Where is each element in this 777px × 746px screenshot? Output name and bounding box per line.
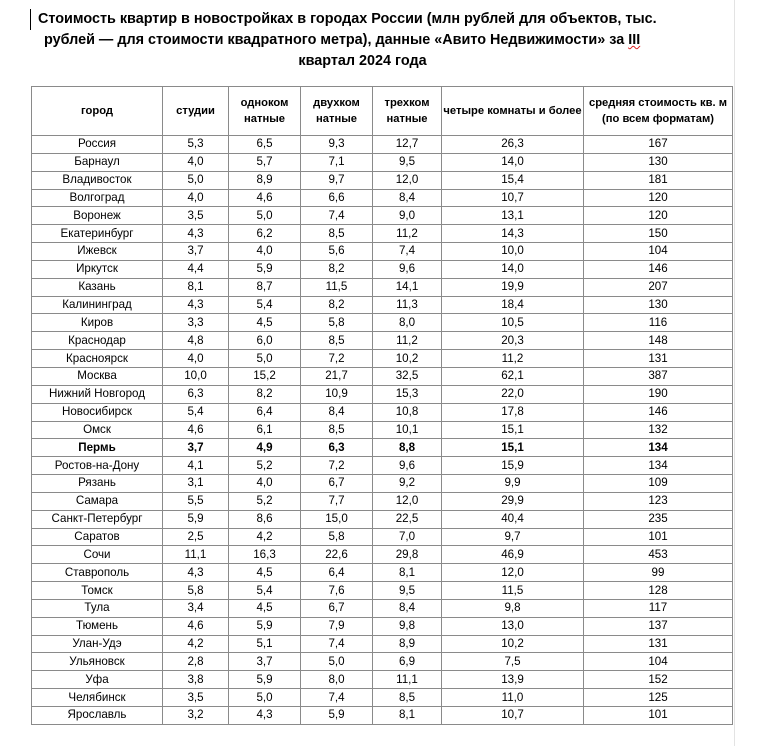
two-room-cell: 5,6 xyxy=(301,243,373,261)
avg-sqm-cell: 116 xyxy=(584,314,733,332)
two-room-cell: 7,1 xyxy=(301,153,373,171)
city-cell: Уфа xyxy=(32,671,163,689)
four-plus-cell: 15,1 xyxy=(442,439,584,457)
three-room-cell: 8,4 xyxy=(373,189,442,207)
city-cell: Нижний Новгород xyxy=(32,385,163,403)
city-cell: Калининград xyxy=(32,296,163,314)
three-room-cell: 8,9 xyxy=(373,635,442,653)
table-row xyxy=(32,475,733,493)
table-row xyxy=(32,260,733,278)
avg-sqm-cell: 130 xyxy=(584,296,733,314)
table-row xyxy=(32,403,733,421)
city-cell: Тула xyxy=(32,599,163,617)
one-room-cell: 4,2 xyxy=(229,528,301,546)
one-room-cell: 4,5 xyxy=(229,564,301,582)
one-room-cell: 5,7 xyxy=(229,153,301,171)
studio-cell: 5,0 xyxy=(163,171,229,189)
city-cell: Новосибирск xyxy=(32,403,163,421)
table-row xyxy=(32,421,733,439)
studio-cell: 5,4 xyxy=(163,403,229,421)
two-room-cell: 7,2 xyxy=(301,350,373,368)
one-room-cell: 15,2 xyxy=(229,367,301,385)
four-plus-cell: 9,9 xyxy=(442,475,584,493)
avg-sqm-cell: 120 xyxy=(584,189,733,207)
three-room-cell: 8,8 xyxy=(373,439,442,457)
title-line-1: Стоимость квартир в новостройках в городах России (млн рублей для объектов, тыс. xyxy=(30,9,735,30)
three-room-cell: 12,7 xyxy=(373,136,442,154)
avg-sqm-cell: 181 xyxy=(584,171,733,189)
two-room-cell: 8,0 xyxy=(301,671,373,689)
one-room-cell: 5,4 xyxy=(229,296,301,314)
avg-sqm-cell: 150 xyxy=(584,225,733,243)
two-room-cell: 22,6 xyxy=(301,546,373,564)
one-room-cell: 4,0 xyxy=(229,475,301,493)
two-room-cell: 5,8 xyxy=(301,314,373,332)
city-cell: Ставрополь xyxy=(32,564,163,582)
two-room-cell: 6,3 xyxy=(301,439,373,457)
studio-cell: 11,1 xyxy=(163,546,229,564)
title-line-3: квартал 2024 года xyxy=(298,53,427,69)
city-cell: Самара xyxy=(32,492,163,510)
three-room-cell: 8,0 xyxy=(373,314,442,332)
city-cell: Екатеринбург xyxy=(32,225,163,243)
two-room-cell: 5,8 xyxy=(301,528,373,546)
two-room-cell: 6,7 xyxy=(301,475,373,493)
four-plus-cell: 17,8 xyxy=(442,403,584,421)
table-row xyxy=(32,635,733,653)
four-plus-cell: 13,0 xyxy=(442,617,584,635)
one-room-cell: 5,4 xyxy=(229,582,301,600)
four-plus-cell: 10,7 xyxy=(442,189,584,207)
avg-sqm-cell: 109 xyxy=(584,475,733,493)
three-room-cell: 9,6 xyxy=(373,260,442,278)
one-room-cell: 5,1 xyxy=(229,635,301,653)
three-room-cell: 12,0 xyxy=(373,171,442,189)
two-room-cell: 7,4 xyxy=(301,635,373,653)
city-cell: Казань xyxy=(32,278,163,296)
four-plus-cell: 40,4 xyxy=(442,510,584,528)
avg-sqm-cell: 134 xyxy=(584,439,733,457)
one-room-cell: 8,9 xyxy=(229,171,301,189)
two-room-cell: 8,4 xyxy=(301,403,373,421)
header-four-plus: четыре комнаты и более xyxy=(442,87,584,136)
three-room-cell: 9,5 xyxy=(373,153,442,171)
studio-cell: 4,3 xyxy=(163,225,229,243)
one-room-cell: 4,9 xyxy=(229,439,301,457)
studio-cell: 4,3 xyxy=(163,296,229,314)
four-plus-cell: 18,4 xyxy=(442,296,584,314)
two-room-cell: 8,2 xyxy=(301,260,373,278)
studio-cell: 4,6 xyxy=(163,617,229,635)
city-cell: Саратов xyxy=(32,528,163,546)
city-cell: Ульяновск xyxy=(32,653,163,671)
table-row xyxy=(32,439,733,457)
four-plus-cell: 46,9 xyxy=(442,546,584,564)
three-room-cell: 32,5 xyxy=(373,367,442,385)
studio-cell: 6,3 xyxy=(163,385,229,403)
two-room-cell: 8,5 xyxy=(301,421,373,439)
three-room-cell: 9,2 xyxy=(373,475,442,493)
one-room-cell: 6,1 xyxy=(229,421,301,439)
four-plus-cell: 14,0 xyxy=(442,260,584,278)
avg-sqm-cell: 235 xyxy=(584,510,733,528)
city-cell: Рязань xyxy=(32,475,163,493)
avg-sqm-cell: 120 xyxy=(584,207,733,225)
table-row xyxy=(32,528,733,546)
avg-sqm-cell: 101 xyxy=(584,707,733,725)
studio-cell: 4,8 xyxy=(163,332,229,350)
header-one-room: одноком натные xyxy=(229,87,301,136)
header-two-room: двухком натные xyxy=(301,87,373,136)
three-room-cell: 9,8 xyxy=(373,617,442,635)
avg-sqm-cell: 132 xyxy=(584,421,733,439)
table-row xyxy=(32,599,733,617)
two-room-cell: 21,7 xyxy=(301,367,373,385)
studio-cell: 8,1 xyxy=(163,278,229,296)
city-cell: Барнаул xyxy=(32,153,163,171)
four-plus-cell: 15,1 xyxy=(442,421,584,439)
city-cell: Россия xyxy=(32,136,163,154)
four-plus-cell: 10,0 xyxy=(442,243,584,261)
table-row xyxy=(32,564,733,582)
four-plus-cell: 13,9 xyxy=(442,671,584,689)
table-row xyxy=(32,153,733,171)
studio-cell: 3,1 xyxy=(163,475,229,493)
avg-sqm-cell: 101 xyxy=(584,528,733,546)
one-room-cell: 8,2 xyxy=(229,385,301,403)
avg-sqm-cell: 123 xyxy=(584,492,733,510)
city-cell: Омск xyxy=(32,421,163,439)
table-row xyxy=(32,457,733,475)
studio-cell: 4,3 xyxy=(163,564,229,582)
table-row xyxy=(32,350,733,368)
two-room-cell: 6,4 xyxy=(301,564,373,582)
avg-sqm-cell: 146 xyxy=(584,403,733,421)
avg-sqm-cell: 152 xyxy=(584,671,733,689)
table-row xyxy=(32,492,733,510)
four-plus-cell: 15,4 xyxy=(442,171,584,189)
one-room-cell: 3,7 xyxy=(229,653,301,671)
four-plus-cell: 14,3 xyxy=(442,225,584,243)
three-room-cell: 29,8 xyxy=(373,546,442,564)
studio-cell: 4,0 xyxy=(163,153,229,171)
one-room-cell: 6,4 xyxy=(229,403,301,421)
city-cell: Челябинск xyxy=(32,689,163,707)
one-room-cell: 8,7 xyxy=(229,278,301,296)
avg-sqm-cell: 167 xyxy=(584,136,733,154)
two-room-cell: 7,4 xyxy=(301,689,373,707)
three-room-cell: 11,2 xyxy=(373,332,442,350)
avg-sqm-cell: 148 xyxy=(584,332,733,350)
three-room-cell: 6,9 xyxy=(373,653,442,671)
city-cell: Тюмень xyxy=(32,617,163,635)
three-room-cell: 11,1 xyxy=(373,671,442,689)
table-row xyxy=(32,707,733,725)
city-cell: Ижевск xyxy=(32,243,163,261)
four-plus-cell: 11,0 xyxy=(442,689,584,707)
one-room-cell: 8,6 xyxy=(229,510,301,528)
studio-cell: 3,7 xyxy=(163,243,229,261)
city-cell: Воронеж xyxy=(32,207,163,225)
one-room-cell: 5,2 xyxy=(229,457,301,475)
header-three-room: трехком натные xyxy=(373,87,442,136)
title-spellcheck-word: III xyxy=(628,32,641,48)
city-cell: Краснодар xyxy=(32,332,163,350)
studio-cell: 2,8 xyxy=(163,653,229,671)
table-row xyxy=(32,546,733,564)
three-room-cell: 11,3 xyxy=(373,296,442,314)
four-plus-cell: 26,3 xyxy=(442,136,584,154)
studio-cell: 4,0 xyxy=(163,189,229,207)
studio-cell: 4,1 xyxy=(163,457,229,475)
table-row xyxy=(32,367,733,385)
one-room-cell: 6,5 xyxy=(229,136,301,154)
avg-sqm-cell: 125 xyxy=(584,689,733,707)
one-room-cell: 5,0 xyxy=(229,207,301,225)
studio-cell: 5,5 xyxy=(163,492,229,510)
studio-cell: 3,3 xyxy=(163,314,229,332)
two-room-cell: 8,5 xyxy=(301,225,373,243)
three-room-cell: 9,0 xyxy=(373,207,442,225)
page-edge-divider xyxy=(734,0,735,746)
avg-sqm-cell: 117 xyxy=(584,599,733,617)
price-table xyxy=(31,86,733,725)
table-row xyxy=(32,243,733,261)
avg-sqm-cell: 104 xyxy=(584,243,733,261)
three-room-cell: 10,8 xyxy=(373,403,442,421)
one-room-cell: 5,9 xyxy=(229,260,301,278)
three-room-cell: 8,5 xyxy=(373,689,442,707)
city-cell: Томск xyxy=(32,582,163,600)
city-cell: Красноярск xyxy=(32,350,163,368)
one-room-cell: 5,0 xyxy=(229,689,301,707)
header-studio: студии xyxy=(163,87,229,136)
three-room-cell: 10,1 xyxy=(373,421,442,439)
avg-sqm-cell: 131 xyxy=(584,635,733,653)
studio-cell: 3,7 xyxy=(163,439,229,457)
avg-sqm-cell: 387 xyxy=(584,367,733,385)
city-cell: Санкт-Петербург xyxy=(32,510,163,528)
four-plus-cell: 10,7 xyxy=(442,707,584,725)
table-body xyxy=(32,136,733,725)
one-room-cell: 5,2 xyxy=(229,492,301,510)
two-room-cell: 11,5 xyxy=(301,278,373,296)
four-plus-cell: 29,9 xyxy=(442,492,584,510)
four-plus-cell: 11,2 xyxy=(442,350,584,368)
four-plus-cell: 19,9 xyxy=(442,278,584,296)
city-cell: Иркутск xyxy=(32,260,163,278)
studio-cell: 5,3 xyxy=(163,136,229,154)
city-cell: Киров xyxy=(32,314,163,332)
header-avg-sqm: средняя стоимость кв. м (по всем форматам) xyxy=(584,87,733,136)
avg-sqm-cell: 131 xyxy=(584,350,733,368)
table-row xyxy=(32,689,733,707)
three-room-cell: 10,2 xyxy=(373,350,442,368)
two-room-cell: 5,9 xyxy=(301,707,373,725)
city-cell: Сочи xyxy=(32,546,163,564)
one-room-cell: 16,3 xyxy=(229,546,301,564)
one-room-cell: 4,3 xyxy=(229,707,301,725)
studio-cell: 10,0 xyxy=(163,367,229,385)
studio-cell: 4,2 xyxy=(163,635,229,653)
table-row xyxy=(32,225,733,243)
table-row xyxy=(32,510,733,528)
two-room-cell: 8,2 xyxy=(301,296,373,314)
table-row xyxy=(32,617,733,635)
three-room-cell: 22,5 xyxy=(373,510,442,528)
one-room-cell: 4,0 xyxy=(229,243,301,261)
two-room-cell: 7,9 xyxy=(301,617,373,635)
city-cell: Владивосток xyxy=(32,171,163,189)
two-room-cell: 7,7 xyxy=(301,492,373,510)
four-plus-cell: 15,9 xyxy=(442,457,584,475)
one-room-cell: 4,5 xyxy=(229,599,301,617)
table-row xyxy=(32,296,733,314)
two-room-cell: 6,7 xyxy=(301,599,373,617)
title-line-2 xyxy=(30,30,735,51)
table-row xyxy=(32,189,733,207)
four-plus-cell: 9,8 xyxy=(442,599,584,617)
one-room-cell: 5,9 xyxy=(229,671,301,689)
studio-cell: 3,2 xyxy=(163,707,229,725)
four-plus-cell: 9,7 xyxy=(442,528,584,546)
two-room-cell: 9,7 xyxy=(301,171,373,189)
three-room-cell: 12,0 xyxy=(373,492,442,510)
one-room-cell: 5,9 xyxy=(229,617,301,635)
one-room-cell: 4,6 xyxy=(229,189,301,207)
studio-cell: 3,5 xyxy=(163,689,229,707)
four-plus-cell: 14,0 xyxy=(442,153,584,171)
three-room-cell: 8,1 xyxy=(373,564,442,582)
four-plus-cell: 20,3 xyxy=(442,332,584,350)
avg-sqm-cell: 137 xyxy=(584,617,733,635)
three-room-cell: 11,2 xyxy=(373,225,442,243)
four-plus-cell: 22,0 xyxy=(442,385,584,403)
two-room-cell: 7,6 xyxy=(301,582,373,600)
table-row xyxy=(32,171,733,189)
city-cell: Ростов-на-Дону xyxy=(32,457,163,475)
two-room-cell: 15,0 xyxy=(301,510,373,528)
city-cell: Волгоград xyxy=(32,189,163,207)
table-row xyxy=(32,332,733,350)
three-room-cell: 8,1 xyxy=(373,707,442,725)
four-plus-cell: 7,5 xyxy=(442,653,584,671)
studio-cell: 3,4 xyxy=(163,599,229,617)
two-room-cell: 5,0 xyxy=(301,653,373,671)
city-cell: Улан-Удэ xyxy=(32,635,163,653)
studio-cell: 3,8 xyxy=(163,671,229,689)
studio-cell: 5,8 xyxy=(163,582,229,600)
city-cell: Ярославль xyxy=(32,707,163,725)
studio-cell: 4,4 xyxy=(163,260,229,278)
two-room-cell: 7,4 xyxy=(301,207,373,225)
studio-cell: 4,6 xyxy=(163,421,229,439)
four-plus-cell: 13,1 xyxy=(442,207,584,225)
table-row xyxy=(32,278,733,296)
studio-cell: 3,5 xyxy=(163,207,229,225)
studio-cell: 4,0 xyxy=(163,350,229,368)
avg-sqm-cell: 128 xyxy=(584,582,733,600)
avg-sqm-cell: 453 xyxy=(584,546,733,564)
header-city: город xyxy=(32,87,163,136)
two-room-cell: 7,2 xyxy=(301,457,373,475)
avg-sqm-cell: 146 xyxy=(584,260,733,278)
table-row xyxy=(32,207,733,225)
one-room-cell: 6,2 xyxy=(229,225,301,243)
title-line-2-text: рублей — для стоимости квадратного метра), данные «Авито Недвижимости» за xyxy=(44,32,629,48)
three-room-cell: 8,4 xyxy=(373,599,442,617)
avg-sqm-cell: 207 xyxy=(584,278,733,296)
one-room-cell: 4,5 xyxy=(229,314,301,332)
avg-sqm-cell: 104 xyxy=(584,653,733,671)
avg-sqm-cell: 130 xyxy=(584,153,733,171)
four-plus-cell: 62,1 xyxy=(442,367,584,385)
two-room-cell: 8,5 xyxy=(301,332,373,350)
table-row xyxy=(32,671,733,689)
three-room-cell: 7,4 xyxy=(373,243,442,261)
four-plus-cell: 12,0 xyxy=(442,564,584,582)
city-cell: Москва xyxy=(32,367,163,385)
four-plus-cell: 11,5 xyxy=(442,582,584,600)
document-title xyxy=(30,9,735,72)
table-row xyxy=(32,385,733,403)
three-room-cell: 9,6 xyxy=(373,457,442,475)
two-room-cell: 6,6 xyxy=(301,189,373,207)
table-row xyxy=(32,653,733,671)
three-room-cell: 15,3 xyxy=(373,385,442,403)
avg-sqm-cell: 134 xyxy=(584,457,733,475)
avg-sqm-cell: 99 xyxy=(584,564,733,582)
four-plus-cell: 10,2 xyxy=(442,635,584,653)
one-room-cell: 6,0 xyxy=(229,332,301,350)
three-room-cell: 7,0 xyxy=(373,528,442,546)
table-row xyxy=(32,314,733,332)
studio-cell: 5,9 xyxy=(163,510,229,528)
avg-sqm-cell: 190 xyxy=(584,385,733,403)
table-header-row xyxy=(32,87,733,136)
one-room-cell: 5,0 xyxy=(229,350,301,368)
two-room-cell: 10,9 xyxy=(301,385,373,403)
studio-cell: 2,5 xyxy=(163,528,229,546)
three-room-cell: 9,5 xyxy=(373,582,442,600)
table-row xyxy=(32,136,733,154)
three-room-cell: 14,1 xyxy=(373,278,442,296)
four-plus-cell: 10,5 xyxy=(442,314,584,332)
two-room-cell: 9,3 xyxy=(301,136,373,154)
table-row xyxy=(32,582,733,600)
city-cell: Пермь xyxy=(32,439,163,457)
